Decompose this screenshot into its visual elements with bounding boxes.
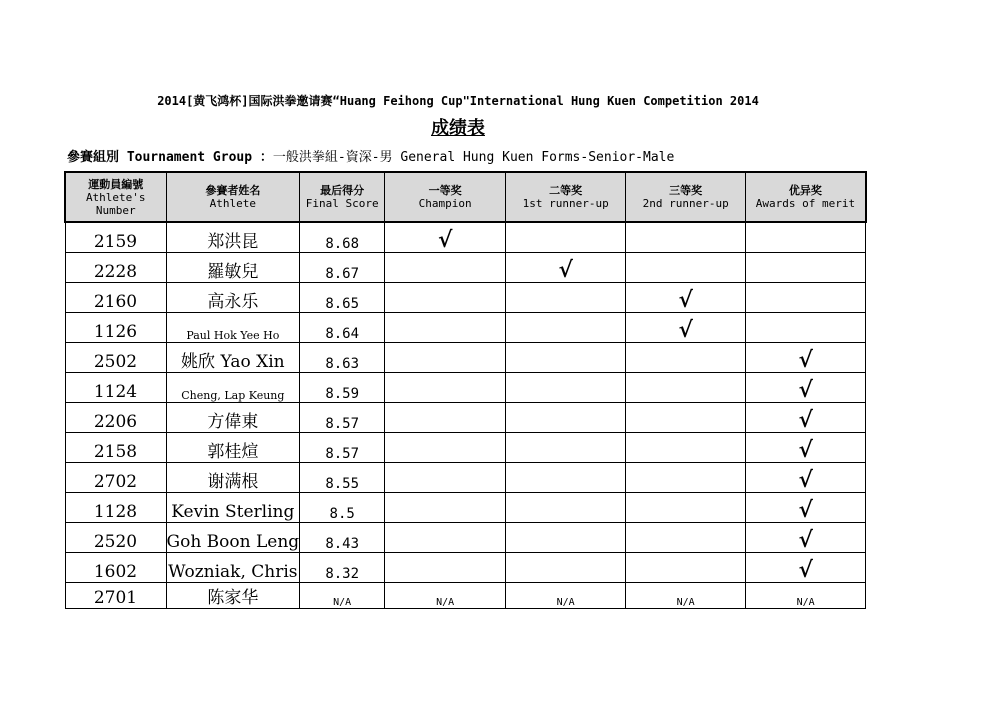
column-header-number bbox=[65, 172, 166, 222]
merit-cell: √ bbox=[746, 552, 866, 582]
final-score: 8.68 bbox=[300, 222, 385, 252]
table-row bbox=[65, 222, 866, 252]
merit-cell: √ bbox=[746, 432, 866, 462]
athlete-name: Goh Boon Leng bbox=[166, 522, 300, 552]
athlete-name: 郭桂煊 bbox=[166, 432, 300, 462]
merit-cell: √ bbox=[746, 342, 866, 372]
final-score: 8.55 bbox=[300, 462, 385, 492]
results-table bbox=[64, 171, 867, 609]
first-runner-up-cell bbox=[506, 552, 626, 582]
athlete-name: 姚欣 Yao Xin bbox=[166, 342, 300, 372]
champion-cell bbox=[385, 402, 506, 432]
column-header-athlete-en: Athlete bbox=[209, 197, 257, 210]
table-row bbox=[65, 492, 866, 522]
athlete-name: 高永乐 bbox=[166, 282, 300, 312]
column-header-number-en: Athlete's Number bbox=[85, 190, 146, 217]
table-row bbox=[65, 252, 866, 282]
athlete-name: Cheng, Lap Keung bbox=[166, 372, 300, 402]
column-header-champion bbox=[385, 172, 506, 222]
athlete-name: 羅敏兒 bbox=[166, 252, 300, 282]
athlete-number: 2160 bbox=[65, 282, 166, 312]
tournament-group-value: 一般洪拳組-資深-男 General Hung Kuen Forms-Senior-Male bbox=[272, 150, 675, 165]
column-header-score bbox=[300, 172, 385, 222]
final-score: 8.32 bbox=[300, 552, 385, 582]
merit-cell: √ bbox=[746, 492, 866, 522]
first-runner-up-cell bbox=[506, 462, 626, 492]
table-row bbox=[65, 282, 866, 312]
merit-cell: √ bbox=[746, 462, 866, 492]
second-runner-up-cell: √ bbox=[626, 312, 746, 342]
athlete-name: 方偉東 bbox=[166, 402, 300, 432]
second-runner-up-cell bbox=[626, 342, 746, 372]
results-heading: 成绩表 bbox=[431, 118, 485, 139]
athlete-number: 2702 bbox=[65, 462, 166, 492]
champion-cell bbox=[385, 432, 506, 462]
athlete-number: 2158 bbox=[65, 432, 166, 462]
merit-cell: N/A bbox=[746, 582, 866, 608]
athlete-number: 2228 bbox=[65, 252, 166, 282]
merit-cell bbox=[746, 222, 866, 252]
merit-cell: √ bbox=[746, 372, 866, 402]
merit-cell bbox=[746, 312, 866, 342]
first-runner-up-cell bbox=[506, 432, 626, 462]
column-header-athlete bbox=[166, 172, 300, 222]
results-table-header bbox=[65, 172, 866, 222]
athlete-name: Paul Hok Yee Ho bbox=[166, 312, 300, 342]
column-header-first-runner-up-en: 1st runner-up bbox=[522, 197, 609, 210]
champion-cell bbox=[385, 462, 506, 492]
column-header-number-cn: 運動員編號 bbox=[88, 177, 144, 191]
champion-cell: N/A bbox=[385, 582, 506, 608]
table-row bbox=[65, 462, 866, 492]
final-score: 8.63 bbox=[300, 342, 385, 372]
column-header-champion-cn: 一等奖 bbox=[428, 184, 462, 197]
final-score: 8.57 bbox=[300, 402, 385, 432]
second-runner-up-cell bbox=[626, 552, 746, 582]
first-runner-up-cell bbox=[506, 342, 626, 372]
athlete-name: 陈家华 bbox=[166, 582, 300, 608]
athlete-number: 1124 bbox=[65, 372, 166, 402]
champion-cell bbox=[385, 252, 506, 282]
champion-cell bbox=[385, 492, 506, 522]
table-row bbox=[65, 432, 866, 462]
athlete-name: 谢满根 bbox=[166, 462, 300, 492]
first-runner-up-cell bbox=[506, 282, 626, 312]
first-runner-up-cell bbox=[506, 312, 626, 342]
athlete-number: 2206 bbox=[65, 402, 166, 432]
second-runner-up-cell bbox=[626, 462, 746, 492]
athlete-number: 1126 bbox=[65, 312, 166, 342]
results-table-body bbox=[65, 222, 866, 608]
athlete-number: 1128 bbox=[65, 492, 166, 522]
athlete-name: 郑洪昆 bbox=[166, 222, 300, 252]
merit-cell bbox=[746, 252, 866, 282]
champion-cell bbox=[385, 312, 506, 342]
merit-cell: √ bbox=[746, 402, 866, 432]
athlete-number: 2701 bbox=[65, 582, 166, 608]
table-row bbox=[65, 522, 866, 552]
tournament-group-label: 參賽組別 Tournament Group ： bbox=[67, 150, 273, 165]
second-runner-up-cell bbox=[626, 492, 746, 522]
first-runner-up-cell bbox=[506, 522, 626, 552]
column-header-first-runner-up bbox=[506, 172, 626, 222]
athlete-number: 1602 bbox=[65, 552, 166, 582]
table-row bbox=[65, 582, 866, 608]
final-score: N/A bbox=[300, 582, 385, 608]
column-header-score-en: Final Score bbox=[305, 197, 379, 210]
second-runner-up-cell bbox=[626, 522, 746, 552]
first-runner-up-cell: N/A bbox=[506, 582, 626, 608]
final-score: 8.43 bbox=[300, 522, 385, 552]
competition-title: 2014[黄飞鸿杯]国际洪拳邀请赛“Huang Feihong Cup"International Hung Kuen Competition 2014 bbox=[157, 94, 759, 108]
table-row bbox=[65, 342, 866, 372]
champion-cell bbox=[385, 522, 506, 552]
champion-cell bbox=[385, 282, 506, 312]
athlete-number: 2520 bbox=[65, 522, 166, 552]
table-row bbox=[65, 312, 866, 342]
column-header-second-runner-up-en: 2nd runner-up bbox=[642, 197, 729, 210]
champion-cell: √ bbox=[385, 222, 506, 252]
athlete-number: 2159 bbox=[65, 222, 166, 252]
champion-cell bbox=[385, 342, 506, 372]
column-header-first-runner-up-cn: 二等奖 bbox=[549, 184, 583, 197]
second-runner-up-cell bbox=[626, 252, 746, 282]
final-score: 8.57 bbox=[300, 432, 385, 462]
second-runner-up-cell bbox=[626, 372, 746, 402]
final-score: 8.67 bbox=[300, 252, 385, 282]
column-header-athlete-cn: 參賽者姓名 bbox=[205, 184, 261, 197]
merit-cell bbox=[746, 282, 866, 312]
final-score: 8.65 bbox=[300, 282, 385, 312]
header-row bbox=[65, 172, 866, 222]
final-score: 8.5 bbox=[300, 492, 385, 522]
final-score: 8.64 bbox=[300, 312, 385, 342]
first-runner-up-cell bbox=[506, 492, 626, 522]
second-runner-up-cell bbox=[626, 222, 746, 252]
table-row bbox=[65, 402, 866, 432]
first-runner-up-cell bbox=[506, 402, 626, 432]
first-runner-up-cell bbox=[506, 222, 626, 252]
athlete-number: 2502 bbox=[65, 342, 166, 372]
final-score: 8.59 bbox=[300, 372, 385, 402]
table-row bbox=[65, 372, 866, 402]
table-row bbox=[65, 552, 866, 582]
column-header-score-cn: 最后得分 bbox=[320, 184, 365, 197]
champion-cell bbox=[385, 552, 506, 582]
athlete-name: Wozniak, Chris bbox=[166, 552, 300, 582]
column-header-merit bbox=[746, 172, 866, 222]
second-runner-up-cell bbox=[626, 402, 746, 432]
second-runner-up-cell bbox=[626, 432, 746, 462]
second-runner-up-cell: N/A bbox=[626, 582, 746, 608]
column-header-second-runner-up bbox=[626, 172, 746, 222]
column-header-champion-en: Champion bbox=[418, 197, 472, 210]
first-runner-up-cell bbox=[506, 372, 626, 402]
first-runner-up-cell: √ bbox=[506, 252, 626, 282]
merit-cell: √ bbox=[746, 522, 866, 552]
column-header-merit-en: Awards of merit bbox=[755, 197, 856, 210]
column-header-merit-cn: 优异奖 bbox=[788, 184, 822, 197]
column-header-second-runner-up-cn: 三等奖 bbox=[669, 184, 703, 197]
champion-cell bbox=[385, 372, 506, 402]
second-runner-up-cell: √ bbox=[626, 282, 746, 312]
tournament-group-line bbox=[67, 146, 674, 165]
athlete-name: Kevin Sterling bbox=[166, 492, 300, 522]
